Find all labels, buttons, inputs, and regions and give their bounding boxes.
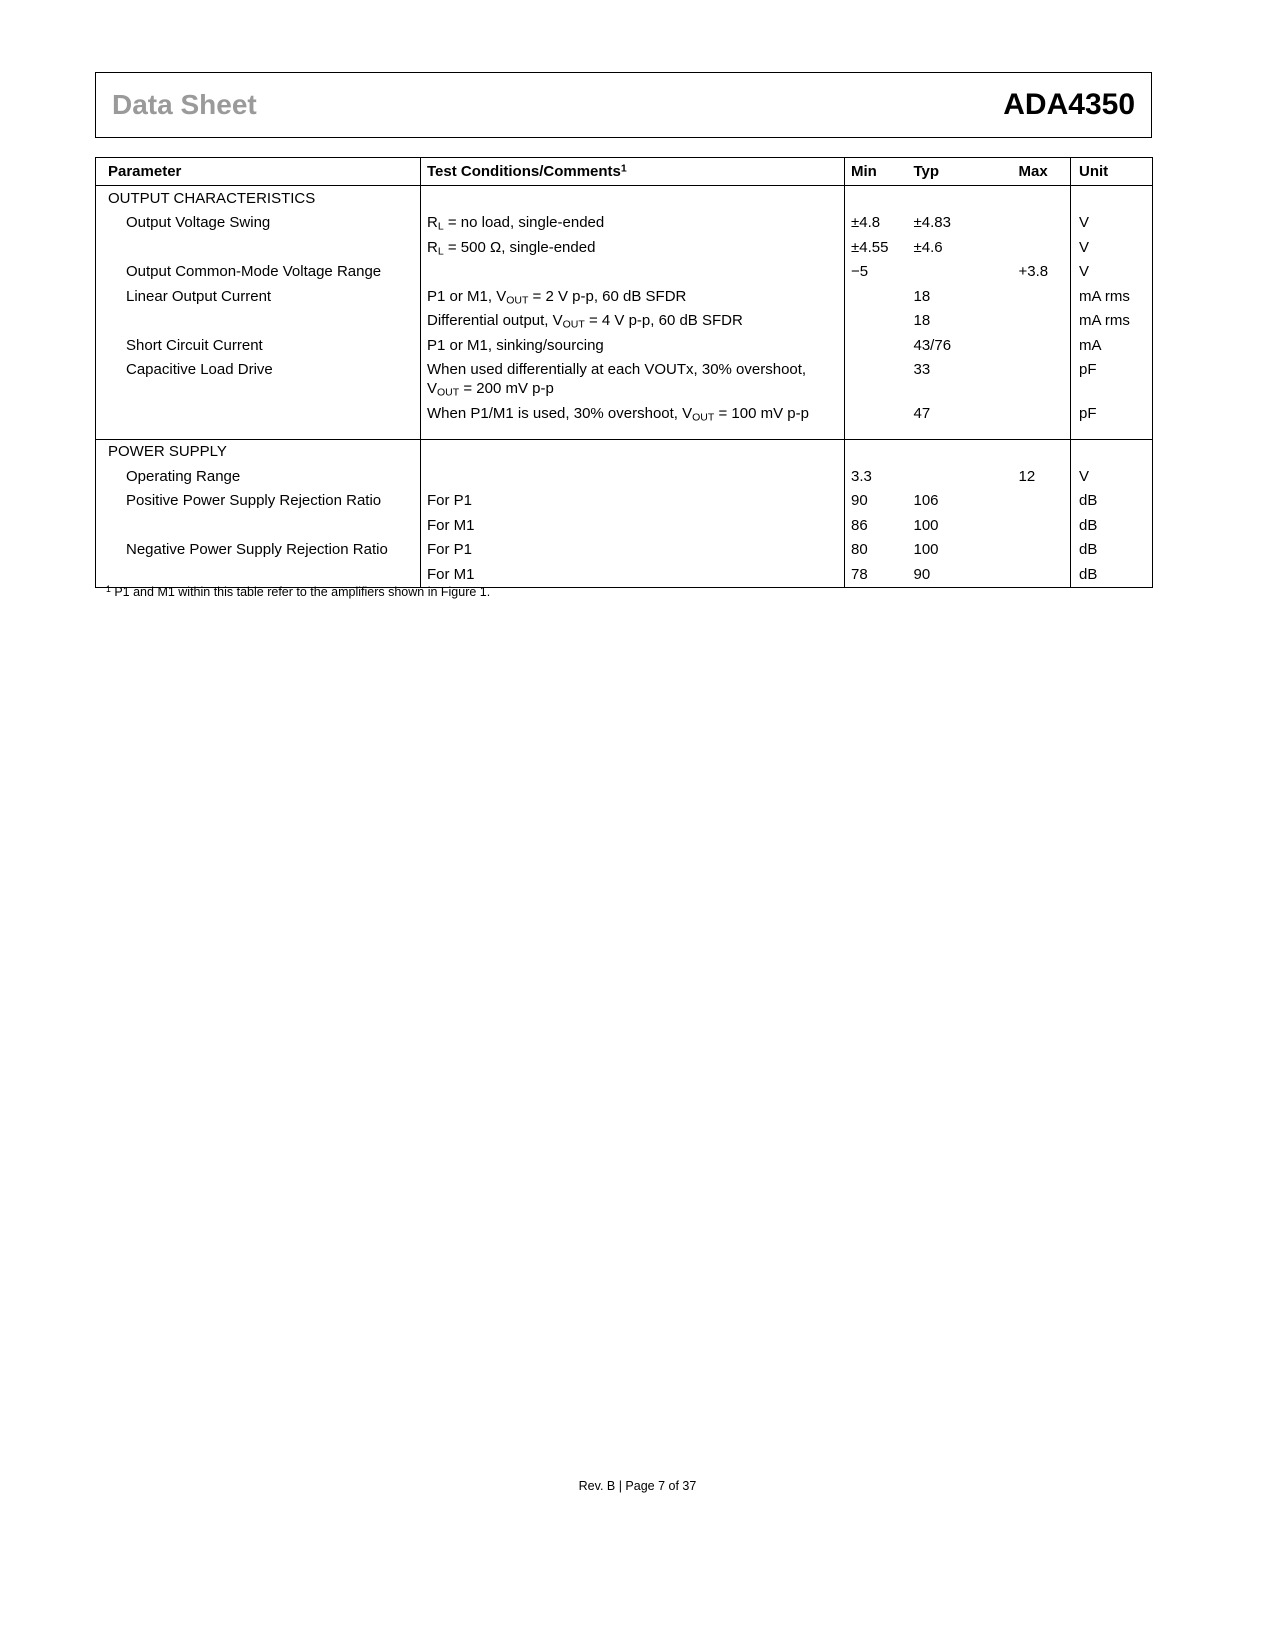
unit-cell: pF (1071, 401, 1153, 439)
unit-cell (1071, 439, 1153, 464)
table-row (96, 235, 1153, 260)
unit-cell: dB (1071, 562, 1153, 587)
cond-cell (421, 439, 845, 464)
col-header-min: Min (845, 158, 908, 186)
unit-cell: dB (1071, 489, 1153, 514)
typ-cell (908, 260, 1013, 285)
param-cell: Linear Output Current (96, 284, 421, 309)
param-cell: Positive Power Supply Rejection Ratio (96, 489, 421, 514)
typ-cell (908, 186, 1013, 211)
min-cell: 78 (851, 565, 868, 583)
cond-cell: For P1 (421, 538, 845, 563)
col-header-parameter: Parameter (96, 158, 421, 186)
min-cell (845, 186, 908, 211)
unit-cell: V (1071, 464, 1153, 489)
max-cell: 12 (1018, 467, 1036, 485)
table-row (96, 538, 1153, 563)
cond-cell: For M1 (421, 562, 845, 587)
max-cell (1013, 439, 1071, 464)
min-cell: 3.3 (851, 467, 872, 485)
typ-cell: 100 (913, 516, 939, 534)
min-cell: ±4.8 (851, 214, 881, 231)
min-cell (845, 284, 908, 309)
typ-cell: 100 (913, 541, 939, 558)
max-cell (1013, 538, 1071, 563)
max-cell (1013, 235, 1071, 260)
typ-cell: 106 (913, 492, 939, 509)
min-cell (845, 439, 908, 464)
specifications-table (95, 157, 1153, 588)
min-cell: 80 (851, 541, 868, 558)
min-cell (845, 333, 908, 358)
table-row (96, 464, 1153, 489)
table-row (96, 489, 1153, 514)
unit-cell: dB (1071, 538, 1153, 563)
cond-cell (421, 260, 845, 285)
table-row (96, 284, 1153, 309)
param-cell (96, 235, 421, 260)
param-cell: Capacitive Load Drive (96, 358, 421, 402)
typ-cell: ±4.6 (913, 238, 943, 256)
typ-cell (908, 464, 1013, 489)
typ-cell (908, 439, 1013, 464)
min-cell (845, 309, 908, 334)
max-cell (1013, 186, 1071, 211)
table-row (96, 333, 1153, 358)
unit-cell: V (1071, 211, 1153, 236)
cond-cell (421, 464, 845, 489)
unit-cell: dB (1071, 513, 1153, 538)
cond-cell (421, 186, 845, 211)
min-cell (845, 401, 908, 439)
table-row (96, 562, 1153, 587)
max-cell: +3.8 (1018, 263, 1049, 280)
min-cell (845, 358, 908, 402)
cond-cell: When P1/M1 is used, 30% overshoot, $V_{OUT} = 100$ mV p-p (421, 401, 845, 439)
cond-cell: For M1 (421, 513, 845, 538)
section-title: OUTPUT CHARACTERISTICS (96, 186, 421, 211)
max-cell (1013, 358, 1071, 402)
param-cell: Operating Range (96, 464, 421, 489)
col-header-max: Max (1013, 158, 1071, 186)
cond-cell: Differential output, $V_{OUT} = 4$ V p-p, 60 dB SFDR (421, 309, 845, 334)
table-row (96, 401, 1153, 439)
section-title: POWER SUPPLY (96, 439, 421, 464)
param-cell (96, 309, 421, 334)
table-row (96, 513, 1153, 538)
cond-cell: When used differentially at each VOUTx, 30% overshoot, $V_{OUT} = 200$ mV p-p (421, 358, 845, 402)
param-cell: Negative Power Supply Rejection Ratio (96, 538, 421, 563)
max-cell (1013, 562, 1071, 587)
max-cell (1013, 489, 1071, 514)
typ-cell: 18 (913, 312, 931, 329)
param-cell (96, 513, 421, 538)
min-cell: 86 (851, 516, 868, 534)
table-header-row (96, 158, 1153, 186)
unit-cell: V (1071, 235, 1153, 260)
max-cell (1013, 401, 1071, 439)
section-row (96, 439, 1153, 464)
page-footer: Rev. B | Page 7 of 37 (578, 1479, 697, 1493)
param-cell: Output Voltage Swing (96, 211, 421, 236)
min-cell: −5 (851, 263, 869, 280)
unit-cell: mA (1071, 333, 1153, 358)
cond-cell: P1 or M1, sinking/sourcing (421, 333, 845, 358)
max-cell (1013, 211, 1071, 236)
max-cell (1013, 284, 1071, 309)
typ-cell: ±4.83 (913, 214, 951, 231)
datasheet-header (95, 72, 1152, 138)
section-row (96, 186, 1153, 211)
min-cell: ±4.55 (851, 238, 889, 256)
max-cell (1013, 513, 1071, 538)
cond-cell: For P1 (421, 489, 845, 514)
doc-type-label: Data Sheet (112, 89, 257, 120)
param-cell (96, 562, 421, 587)
unit-cell: pF (1071, 358, 1153, 402)
max-cell (1013, 309, 1071, 334)
typ-cell: 47 (913, 404, 931, 422)
table-row (96, 358, 1153, 402)
unit-cell: mA rms (1071, 309, 1153, 334)
footnote: $^1$ P1 and M1 within this table refer to the amplifiers shown in Figure 1. (106, 584, 491, 599)
col-header-test-conditions: Test Conditions/Comments$^1$ (421, 158, 845, 186)
table-row (96, 211, 1153, 236)
typ-cell: 18 (913, 287, 931, 305)
col-header-unit: Unit (1071, 158, 1153, 186)
typ-cell: 43/76 (913, 336, 952, 354)
max-cell (1013, 333, 1071, 358)
cond-cell: $R_L = 500$ Ω, single-ended (421, 235, 845, 260)
part-number: ADA4350 (1003, 88, 1135, 121)
table-row (96, 260, 1153, 285)
unit-cell: mA rms (1071, 284, 1153, 309)
col-header-typ: Typ (908, 158, 1013, 186)
cond-cell: P1 or M1, $V_{OUT} = 2$ V p-p, 60 dB SFDR (421, 284, 845, 309)
param-cell: Short Circuit Current (96, 333, 421, 358)
table-row (96, 309, 1153, 334)
param-cell: Output Common-Mode Voltage Range (96, 260, 421, 285)
param-cell (96, 401, 421, 439)
typ-cell: 90 (913, 565, 931, 583)
cond-cell: $R_L$ = no load, single-ended (421, 211, 845, 236)
unit-cell (1071, 186, 1153, 211)
unit-cell: V (1071, 260, 1153, 285)
typ-cell: 33 (913, 361, 931, 378)
min-cell: 90 (851, 492, 868, 509)
